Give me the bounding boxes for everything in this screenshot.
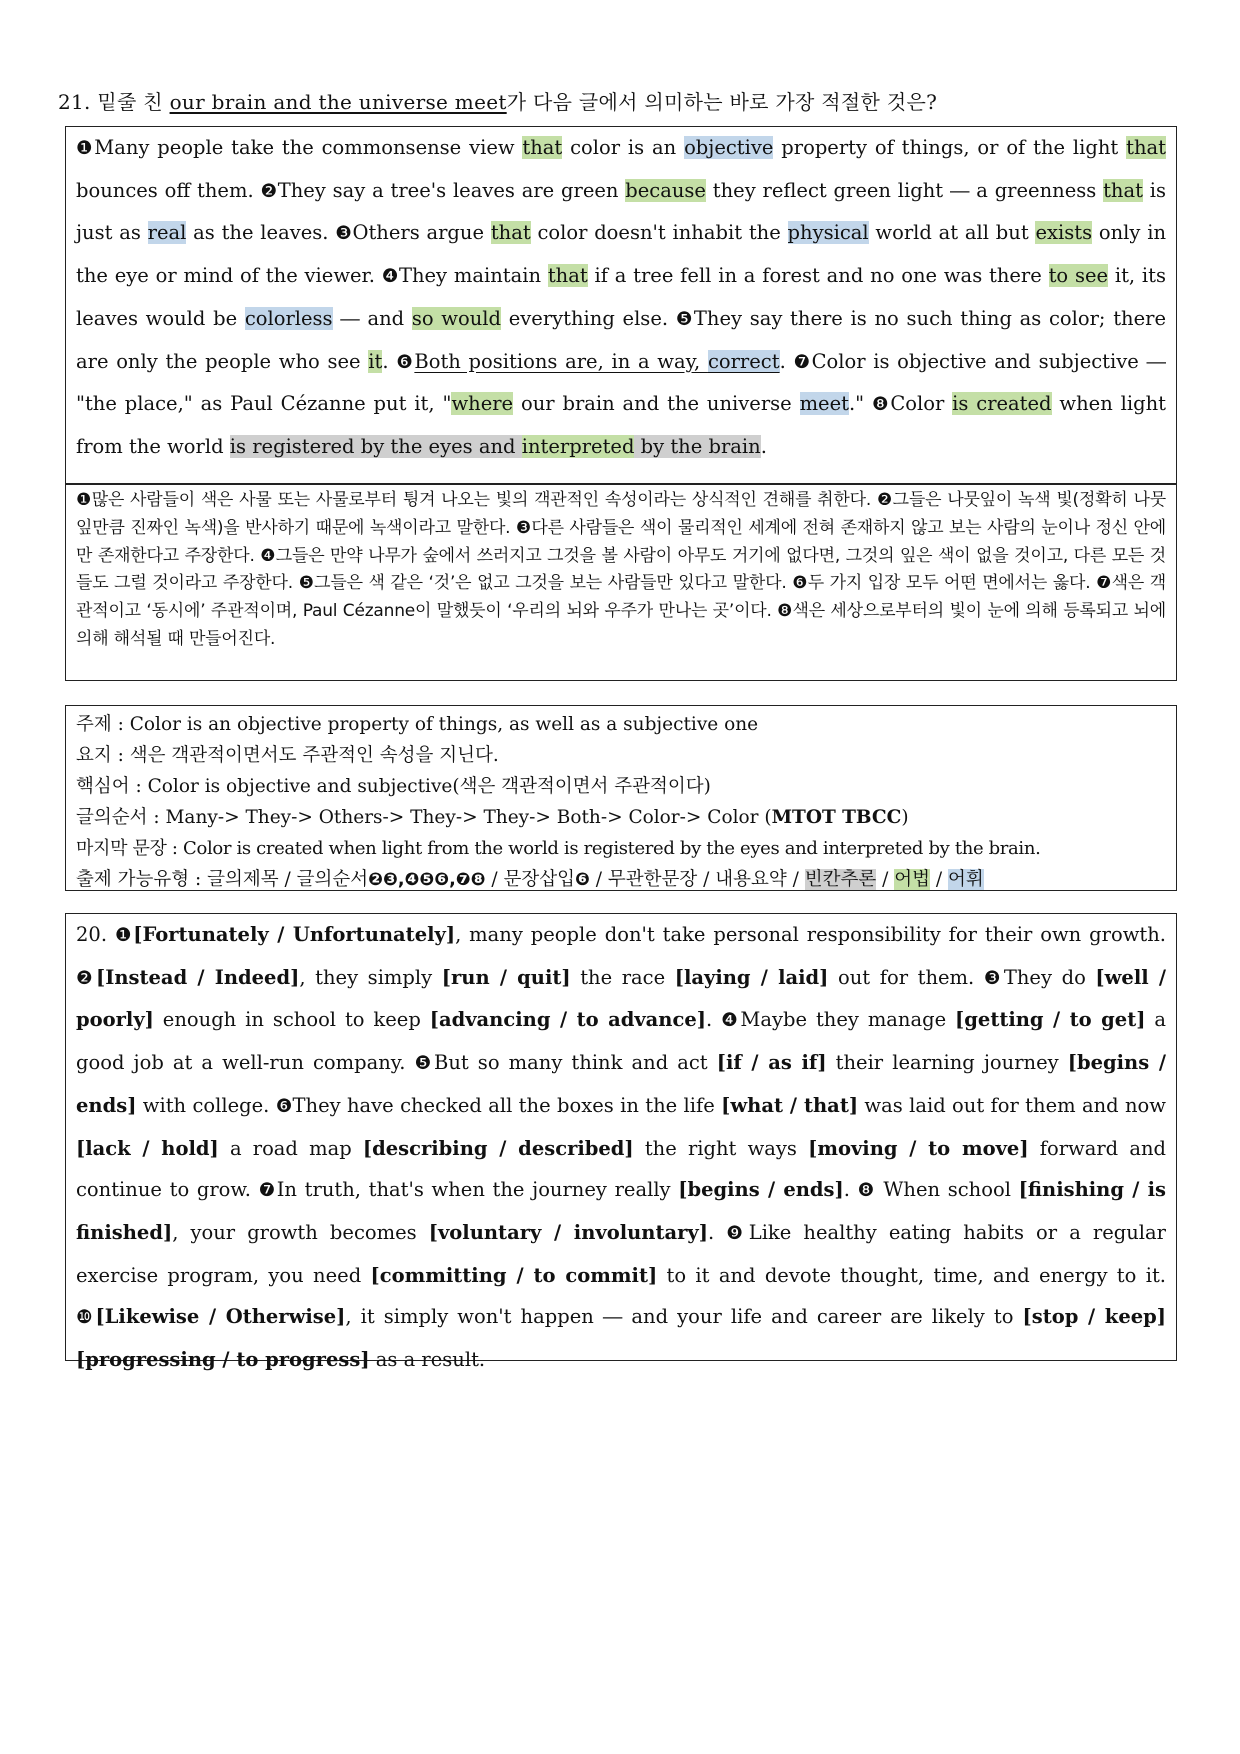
passage-segment: ― and	[332, 306, 412, 330]
last-sentence-value: Color is created when light from the world is registered by the eyes and interpreted by the brain.	[183, 838, 1041, 859]
quiz-segment: [moving / to move]	[808, 1136, 1029, 1160]
sentence-number-icon: ❻	[575, 870, 590, 890]
passage-segment: interpreted	[521, 434, 635, 458]
passage-segment: They say a tree's leaves are green	[277, 178, 626, 202]
quiz-segment: the right ways	[633, 1136, 809, 1160]
passage-segment: when light from the world	[76, 392, 1166, 458]
passage-segment: exists	[1035, 221, 1093, 245]
sentence-number-icon: ❿	[76, 1307, 96, 1329]
passage-segment: is created	[952, 392, 1052, 416]
passage-segment: only in the eye or mind of the viewer.	[76, 221, 1167, 288]
summary-gist: 요지 : 색은 객관적이면서도 주관적인 속성을 지닌다.	[76, 745, 499, 766]
question-title	[58, 86, 937, 115]
quiz-segment: a good job at a well-run company.	[76, 1008, 1166, 1075]
passage-segment: where	[451, 392, 514, 416]
passage-segment: color is an	[562, 136, 685, 159]
passage-segment: Color is objective and subjective ― "the place," as Paul Cézanne put it, "	[76, 349, 1166, 416]
quiz-segment: forward and continue to grow.	[76, 1136, 1166, 1202]
sentence-number-icon: ❷	[76, 967, 97, 989]
quiz-segment: [laying / laid]	[674, 965, 829, 989]
question-type-item: 어법	[894, 869, 930, 890]
quiz-segment: enough in school to keep	[153, 1008, 430, 1032]
quiz-segment: [advancing / to advance]	[429, 1008, 706, 1032]
passage-segment: it	[368, 349, 383, 373]
passage-segment: meet	[799, 392, 849, 416]
passage-segment: that	[522, 136, 563, 159]
english-passage-box	[65, 126, 1177, 484]
passage-segment: objective	[684, 136, 774, 159]
passage-segment: real	[147, 221, 187, 245]
passage-segment: they reflect green light ― a greenness	[705, 178, 1104, 202]
passage-segment: physical	[787, 221, 869, 245]
passage-segment: .	[760, 434, 767, 458]
passage-segment: Color	[890, 392, 953, 416]
passage-segment: that	[490, 221, 531, 245]
summary-box	[65, 705, 1177, 891]
question-prefix: 밑줄 친	[90, 90, 170, 114]
summary-order: 글의순서 : Many-> They-> Others-> They-> They-> Both-> Color-> Color (MTOT TBCC)	[76, 807, 909, 828]
question-suffix: 가 다음 글에서 의미하는 바로 가장 적절한 것은?	[506, 90, 938, 114]
quiz-segment: [begins / ends]	[76, 1051, 1166, 1117]
order-label: 글의순서	[76, 807, 148, 828]
quiz-segment: [describing / described]	[362, 1136, 634, 1160]
sentence-number-icon: ❼	[258, 1180, 277, 1202]
question-type-item: 내용요약	[715, 869, 787, 890]
summary-types: 출제 가능유형 : 글의제목 / 글의순서❷❸,❹❺❻,❼❽ / 문장삽입❻ / 무관한문장 / 내용요약 / 빈칸추론 / 어법 / 어휘	[76, 869, 984, 890]
sentence-number-icon: ❺	[414, 1053, 434, 1075]
quiz-segment: with college.	[136, 1093, 276, 1117]
types-list: 글의제목 / 글의순서❷❸,❹❺❻,❼❽ / 문장삽입❻ / 무관한문장 / 내용요약 / 빈칸추론 / 어법 / 어휘	[207, 869, 984, 890]
quiz-segment: [getting / to get]	[955, 1008, 1146, 1032]
question-type-item: 어휘	[947, 869, 984, 890]
question-type-item: 글의제목	[207, 869, 279, 890]
types-label: 출제 가능유형	[76, 869, 190, 890]
quiz-segment: out for them.	[828, 965, 984, 989]
passage-segment: so would	[411, 306, 502, 330]
quiz-segment: .	[707, 1220, 727, 1244]
order-acronym: MTOT TBCC	[771, 807, 902, 828]
passage-segment: Many people take the commonsense view	[94, 136, 523, 159]
topic-label: 주제	[76, 714, 112, 735]
passage-segment: is registered by the eyes and	[229, 434, 522, 458]
question-type-item: 무관한문장	[607, 869, 698, 890]
quiz-segment: In truth, that's when the journey really	[276, 1178, 679, 1202]
grammar-quiz-passage	[76, 914, 1166, 1381]
passage-segment: that	[1126, 136, 1166, 159]
quiz-segment: [finishing / is finished]	[76, 1178, 1167, 1244]
quiz-segment: , many people don't take personal responsibility for their own growth.	[455, 923, 1166, 946]
quiz-segment: Like healthy eating habits or a regular exercise program, you need	[76, 1220, 1166, 1287]
sentence-number-icon: ❻	[396, 351, 415, 373]
quiz-segment: When school	[875, 1178, 1019, 1202]
passage-segment: by the brain	[634, 434, 761, 458]
keyword-value: Color is objective and subjective(색은 객관적이면서 주관적이다)	[147, 776, 711, 797]
quiz-segment: [Fortunately / Unfortunately]	[133, 923, 456, 946]
sentence-number-icon: ❽	[872, 394, 891, 416]
question-type-item: 빈칸추론	[804, 869, 877, 890]
quiz-segment: a road map	[218, 1136, 363, 1160]
quiz-segment: [voluntary / involuntary]	[428, 1220, 708, 1244]
quiz-segment: [run / quit]	[441, 965, 571, 989]
passage-segment: because	[625, 178, 706, 202]
quiz-segment: [stop / keep]	[1022, 1305, 1166, 1329]
quiz-segment: [Likewise / Otherwise]	[95, 1305, 346, 1329]
sentence-number-icon: ❹	[721, 1010, 741, 1032]
quiz-segment: 20.	[76, 923, 115, 946]
passage-segment: color doesn't inhabit the	[530, 221, 788, 245]
quiz-segment: But so many think and act	[434, 1051, 717, 1075]
english-passage	[76, 127, 1166, 468]
sentence-number-icon: ❾	[726, 1222, 749, 1244]
passage-segment: as the leaves.	[186, 221, 336, 245]
underlined-phrase: our brain and the universe meet	[169, 90, 507, 114]
quiz-segment: [lack / hold]	[76, 1136, 219, 1160]
quiz-segment: [what / that]	[721, 1093, 859, 1117]
passage-segment: colorless	[244, 306, 333, 330]
question-type-item: 문장삽입	[503, 869, 575, 890]
korean-translation-box	[65, 484, 1177, 681]
passage-segment: everything else.	[501, 306, 676, 330]
quiz-segment: [if / as if]	[716, 1051, 827, 1075]
quiz-segment: .	[706, 1008, 722, 1032]
sentence-number-icon: ❹	[381, 266, 399, 288]
keyword-label: 핵심어	[76, 776, 130, 797]
sentence-number-icon: ❷	[260, 180, 278, 202]
quiz-segment: was laid out for them and now	[858, 1093, 1166, 1117]
summary-topic: 주제 : Color is an objective property of things, as well as a subjective one	[76, 714, 759, 735]
quiz-segment: the race	[570, 965, 675, 989]
quiz-segment: [Instead / Indeed]	[96, 965, 300, 989]
quiz-segment: [committing / to commit]	[370, 1263, 658, 1287]
question-type-item: 글의순서	[296, 869, 369, 890]
sentence-number-icon: ❺	[675, 308, 694, 330]
gist-value: 색은 객관적이면서도 주관적인 속성을 지닌다.	[129, 745, 499, 766]
quiz-segment: They have checked all the boxes in the life	[292, 1093, 722, 1117]
passage-segment: .	[382, 349, 397, 373]
sentence-number-icon: ❻	[275, 1095, 293, 1117]
passage-segment: Others argue	[352, 221, 491, 245]
quiz-segment: , they simply	[299, 965, 442, 989]
korean-translation: ❶많은 사람들이 색은 사물 또는 사물로부터 튕겨 나오는 빛의 객관적인 속성이라는 상식적인 견해를 취한다. ❷그들은 나뭇잎이 녹색 빛(정확히 나뭇잎만큼 진짜인 녹색)을 반사하기 때문에 녹색이라고 말한다. ❸다른 사람들은 색이 물리적인 세계에 전혀 존재하지 않고 보는 사람의 눈이나 정신 안에만 존재한다고 주장한다. ❹그들은 만약 나무가 숲에서 쓰러지고 그것을 볼 사람이 아무도 거기에 없다면, 그것의 잎은 색이 없을 것이고, 다른 모든 것들도 그럴 것이라고 주장한다. ❺그들은 색 같은 ‘것’은 없고 그것을 보는 사람들만 있다고 말한다. ❻두 가지 입장 모두 어떤 면에서는 옳다. ❼색은 객관적이고 ‘동시에’ 주관적이며, Paul Cézanne이 말했듯이 ‘우리의 뇌와 우주가 만나는 곳’이다. ❽색은 세상으로부터의 빛이 눈에 의해 등록되고 뇌에 의해 해석될 때 만들어진다.	[76, 490, 1166, 649]
passage-segment: ."	[848, 392, 873, 416]
quiz-segment: [begins / ends]	[678, 1178, 844, 1202]
sentence-number-icon: ❷❸,❹❺❻,❼❽	[368, 870, 486, 890]
passage-segment: that	[547, 264, 588, 288]
last-sentence-label: 마지막 문장	[76, 838, 167, 859]
quiz-segment: [progressing / to progress]	[76, 1348, 370, 1372]
quiz-segment: Maybe they manage	[740, 1008, 956, 1032]
quiz-segment: to it and devote thought, time, and energy to it.	[657, 1263, 1166, 1287]
summary-keyword: 핵심어 : Color is objective and subjective(색은 객관적이면서 주관적이다)	[76, 776, 711, 797]
quiz-segment: as a result.	[369, 1348, 486, 1372]
topic-value: Color is an objective property of things, as well as a subjective one	[129, 714, 759, 735]
quiz-segment: [well / poorly]	[76, 965, 1166, 1032]
sentence-number-icon: ❽	[857, 1180, 876, 1202]
passage-segment: it, its leaves would be	[76, 264, 1167, 330]
passage-segment: .	[779, 349, 794, 373]
quiz-segment: They do	[1003, 965, 1096, 989]
quiz-segment: .	[843, 1178, 858, 1202]
passage-segment: if a tree fell in a forest and no one was there	[587, 264, 1049, 288]
summary-last-sentence: 마지막 문장 : Color is created when light from the world is registered by the eyes and interpreted by the brain.	[76, 838, 1041, 859]
passage-segment: that	[1103, 178, 1143, 202]
passage-segment: bounces off them.	[76, 178, 261, 202]
passage-segment: Both positions are, in a way,	[414, 349, 708, 373]
passage-segment: property of things, or of the light	[773, 136, 1127, 159]
quiz-segment: , it simply won't happen ― and your life and career are likely to	[345, 1305, 1023, 1329]
gist-label: 요지	[76, 745, 112, 766]
passage-segment: correct	[707, 349, 780, 373]
passage-segment: is just as	[76, 178, 1166, 245]
sentence-number-icon: ❸	[983, 967, 1004, 989]
sentence-number-icon: ❶	[114, 925, 134, 946]
order-value: Many-> They-> Others-> They-> They-> Both-> Color-> Color (	[165, 807, 772, 828]
grammar-quiz-box	[65, 913, 1177, 1372]
passage-segment: to see	[1048, 264, 1109, 288]
passage-segment: They say there is no such thing as color; there are only the people who see	[76, 306, 1166, 373]
quiz-segment: their learning journey	[826, 1051, 1068, 1075]
passage-segment: world at all but	[868, 221, 1036, 245]
sentence-number-icon: ❼	[793, 351, 812, 373]
sentence-number-icon: ❸	[335, 223, 353, 245]
quiz-segment: , your growth becomes	[172, 1220, 429, 1244]
sentence-number-icon: ❶	[76, 138, 95, 159]
passage-segment: They maintain	[398, 264, 548, 288]
question-number: 21.	[58, 90, 91, 114]
passage-segment: our brain and the universe	[513, 392, 800, 416]
